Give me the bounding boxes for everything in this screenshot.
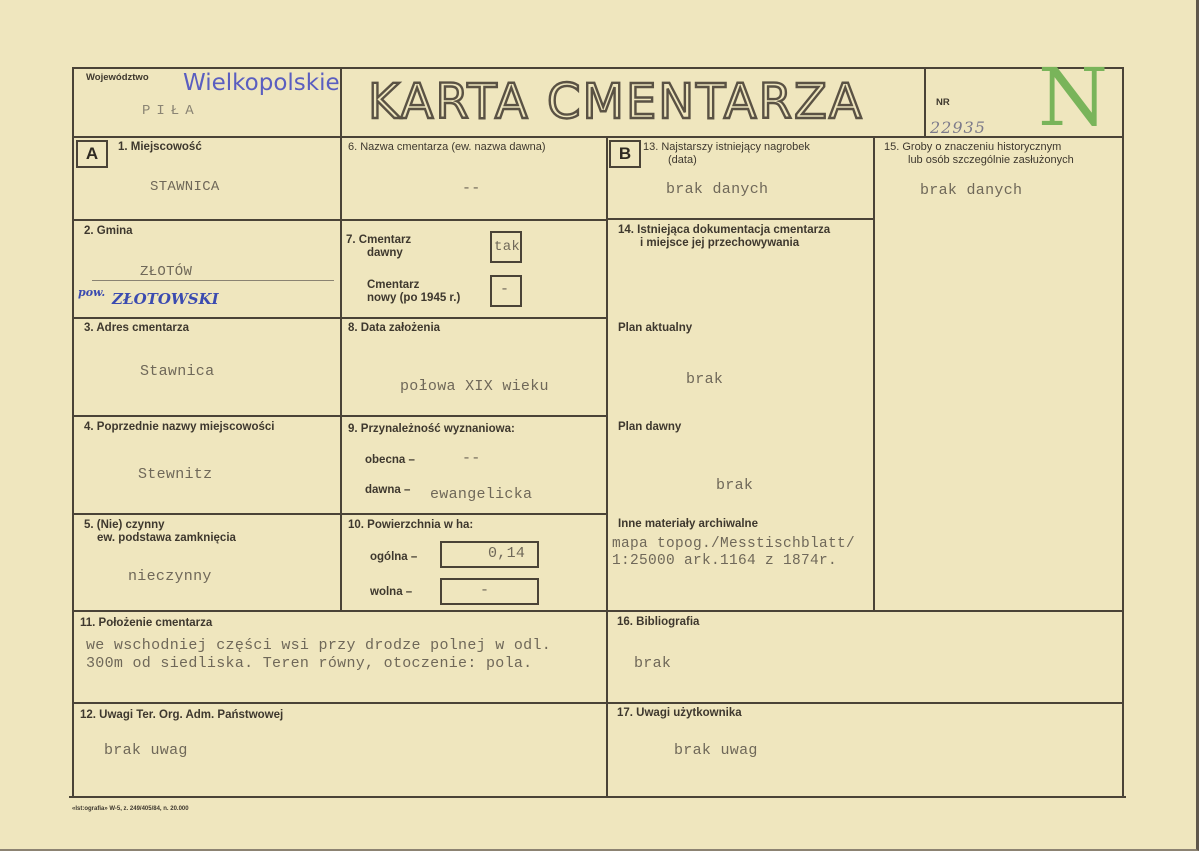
field-12-value: brak uwag bbox=[104, 742, 188, 759]
field-10-ogolna-value: 0,14 bbox=[488, 545, 526, 562]
field-15-label-1: 15. Groby o znaczeniu historycznym bbox=[884, 141, 1062, 153]
region-typed: PIŁA bbox=[142, 103, 200, 119]
field-13-label-2: (data) bbox=[668, 154, 697, 166]
field-10-wolna-value: - bbox=[480, 582, 490, 599]
section-b-box: B bbox=[609, 140, 641, 168]
field-13-label-1: 13. Najstarszy istniejący nagrobek bbox=[643, 141, 810, 153]
field-2-handwritten: ZŁOTOWSKI bbox=[112, 290, 219, 308]
col-divider-2 bbox=[606, 136, 608, 798]
field-4-value: Stewnitz bbox=[138, 466, 213, 483]
field-1-label: 1. Miejscowość bbox=[118, 141, 202, 153]
wojewodztwo-label: Województwo bbox=[86, 72, 149, 83]
section-a-box: A bbox=[76, 140, 108, 168]
field-2-underline bbox=[92, 280, 334, 281]
field-15-label-2: lub osób szczególnie zasłużonych bbox=[908, 154, 1074, 166]
field-11-line-2: 300m od siedliska. Teren równy, otoczenie: pola. bbox=[86, 655, 533, 672]
card-title: KARTA CMENTARZA bbox=[368, 74, 864, 130]
field-11-line-1: we wschodniej części wsi przy drodze polnej w odl. bbox=[86, 637, 552, 654]
plan-aktualny-value: brak bbox=[686, 371, 724, 388]
row-line-3 bbox=[72, 415, 608, 417]
plan-aktualny-label: Plan aktualny bbox=[618, 322, 693, 334]
field-9-dawna-label: dawna – bbox=[365, 484, 411, 496]
row-line-6 bbox=[72, 702, 1124, 704]
field-14-label-2: i miejsce jej przechowywania bbox=[640, 237, 800, 249]
field-16-value: brak bbox=[634, 655, 672, 672]
field-8-value: połowa XIX wieku bbox=[400, 378, 549, 395]
frame-top bbox=[72, 67, 1124, 69]
plan-dawny-label: Plan dawny bbox=[618, 421, 682, 433]
field-2-handwritten-prefix: pow. bbox=[78, 286, 106, 299]
field-10-wolna-box bbox=[440, 578, 539, 605]
field-9-dawna-value: ewangelicka bbox=[430, 486, 533, 503]
inne-line-2: 1:25000 ark.1164 z 1874r. bbox=[612, 553, 838, 569]
field-2-value: ZŁOTÓW bbox=[140, 264, 193, 280]
field-7-label-b2: nowy (po 1945 r.) bbox=[367, 292, 461, 304]
inne-line-1: mapa topog./Messtischblatt/ bbox=[612, 536, 856, 552]
field-7-value-a: tak bbox=[494, 239, 521, 255]
row-line-4 bbox=[72, 513, 608, 515]
nr-value: 22935 bbox=[930, 118, 986, 137]
header-divider-1 bbox=[340, 67, 342, 138]
field-3-label: 3. Adres cmentarza bbox=[84, 322, 190, 334]
field-9-label: 9. Przynależność wyznaniowa: bbox=[348, 423, 515, 435]
field-6-value: -- bbox=[462, 180, 481, 197]
plan-dawny-value: brak bbox=[716, 477, 754, 494]
field-3-value: Stawnica bbox=[140, 363, 215, 380]
print-footer: «Ist:ografia» W-5, z. 249/405/84, n. 20.000 bbox=[72, 806, 189, 812]
frame-right bbox=[1122, 67, 1124, 798]
field-11-label: 11. Położenie cmentarza bbox=[80, 617, 213, 629]
col-divider-1 bbox=[340, 136, 342, 612]
field-7-label-a2: dawny bbox=[367, 247, 403, 259]
row-line-b bbox=[606, 218, 875, 220]
field-15-value: brak danych bbox=[920, 182, 1023, 199]
field-8-label: 8. Data założenia bbox=[348, 322, 441, 334]
field-13-value: brak danych bbox=[666, 181, 769, 198]
field-17-label: 17. Uwagi użytkownika bbox=[617, 707, 742, 719]
field-6-label: 6. Nazwa cmentarza (ew. nazwa dawna) bbox=[348, 141, 546, 153]
nr-label: NR bbox=[936, 97, 950, 108]
field-1-value: STAWNICA bbox=[150, 179, 220, 195]
field-16-label: 16. Bibliografia bbox=[617, 616, 700, 628]
row-line-1 bbox=[72, 219, 608, 221]
field-5-value: nieczynny bbox=[128, 568, 212, 585]
category-letter: N bbox=[1038, 51, 1108, 144]
inne-label: Inne materiały archiwalne bbox=[618, 518, 758, 530]
row-line-5 bbox=[72, 610, 1124, 612]
frame-left bbox=[72, 67, 74, 798]
header-divider-2 bbox=[924, 67, 926, 138]
field-9-obecna-label: obecna – bbox=[365, 454, 415, 466]
field-10-wolna-label: wolna – bbox=[370, 586, 413, 598]
field-10-ogolna-label: ogólna – bbox=[370, 551, 418, 563]
field-7-label-a1: 7. Cmentarz bbox=[346, 234, 412, 246]
field-4-label: 4. Poprzednie nazwy miejscowości bbox=[84, 421, 275, 433]
field-7-value-b: - bbox=[500, 281, 510, 298]
field-5-label-1: 5. (Nie) czynny bbox=[84, 519, 165, 531]
field-2-label: 2. Gmina bbox=[84, 225, 133, 237]
field-17-value: brak uwag bbox=[674, 742, 758, 759]
field-12-label: 12. Uwagi Ter. Org. Adm. Państwowej bbox=[80, 709, 284, 721]
frame-bottom bbox=[69, 796, 1126, 798]
province-stamp: Wielkopolskie bbox=[183, 70, 340, 96]
row-line-2 bbox=[72, 317, 608, 319]
col-divider-3 bbox=[873, 136, 875, 612]
field-14-label-1: 14. Istniejąca dokumentacja cmentarza bbox=[618, 224, 831, 236]
field-10-label: 10. Powierzchnia w ha: bbox=[348, 519, 474, 531]
field-9-obecna-value: -- bbox=[462, 450, 481, 467]
field-7-label-b1: Cmentarz bbox=[367, 279, 420, 291]
field-5-label-2: ew. podstawa zamknięcia bbox=[97, 532, 236, 544]
